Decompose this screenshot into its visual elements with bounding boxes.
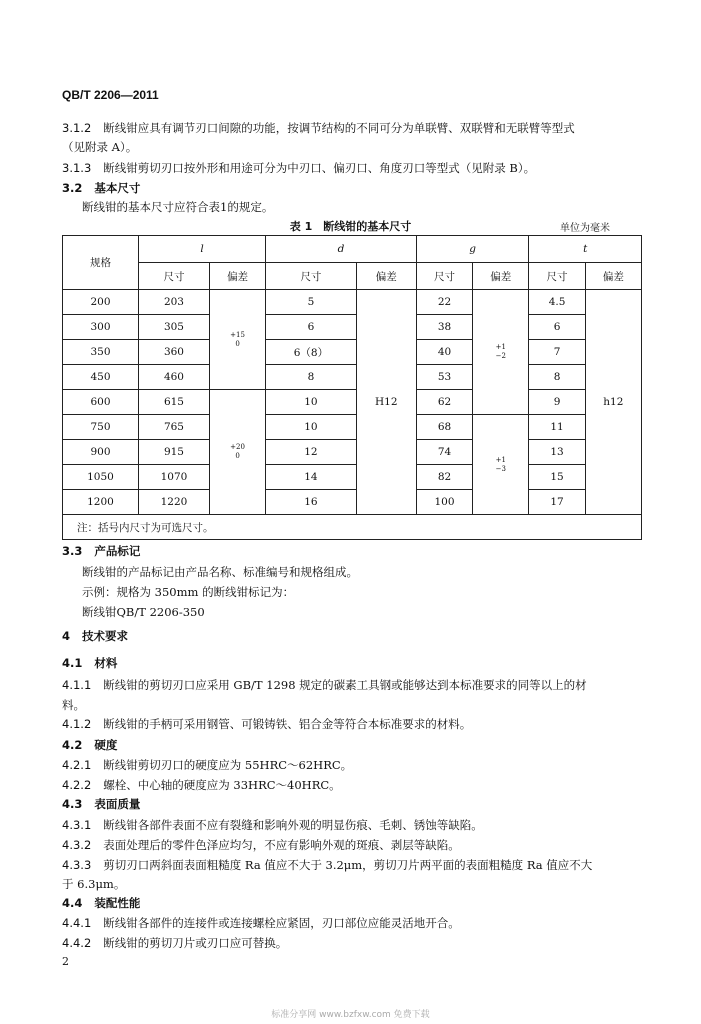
- table-cell: 15: [529, 465, 585, 490]
- table-cell: 11: [529, 415, 585, 440]
- table-cell: 1070: [139, 465, 210, 490]
- section-number: 4.1.1: [62, 678, 92, 692]
- table-row: [63, 290, 642, 315]
- size-header: 尺寸: [529, 263, 585, 290]
- table-cell: 203: [139, 290, 210, 315]
- table-cell: 1050: [63, 465, 139, 490]
- table-cell: 74: [416, 440, 472, 465]
- section-number: 4.4.2: [62, 936, 92, 950]
- paragraph-text: 断线钳的产品标记由产品名称、标准编号和规格组成。: [82, 565, 358, 579]
- paragraph: [62, 139, 137, 155]
- table-cell: 53: [416, 365, 472, 390]
- spec-header: 规格: [63, 236, 139, 290]
- dev-upper: +1: [495, 343, 506, 351]
- table-cell: 1200: [63, 490, 139, 515]
- size-header: 尺寸: [139, 263, 210, 290]
- group-g: g: [416, 236, 529, 263]
- table-cell: 16: [266, 490, 356, 515]
- paragraph-text: 断线钳QB/T 2206-350: [82, 605, 205, 619]
- paragraph: [62, 160, 535, 176]
- section-number: 4.3: [62, 797, 83, 811]
- table-cell: 62: [416, 390, 472, 415]
- table-cell: 8: [529, 365, 585, 390]
- section-number: 4.2.1: [62, 758, 92, 772]
- table-cell: 305: [139, 315, 210, 340]
- table-row: [63, 390, 642, 415]
- g-tolerance: [473, 415, 529, 515]
- table-cell: 9: [529, 390, 585, 415]
- paragraph: [62, 757, 352, 773]
- paragraph: [62, 120, 575, 136]
- table-cell: 6（8）: [266, 340, 356, 365]
- dev-lower: −3: [495, 464, 506, 473]
- paragraph: [62, 180, 140, 196]
- section-number: 4.1.2: [62, 717, 92, 731]
- paragraph-text: 硬度: [94, 738, 118, 752]
- table-note: 注：括号内尺寸为可选尺寸。: [63, 515, 642, 540]
- table-cell: 82: [416, 465, 472, 490]
- watermark: 标准分享网 www.bzfxw.com 免费下载: [271, 1010, 430, 1020]
- paragraph-text: 表面处理后的零件色泽应均匀，不应有影响外观的斑痕、剥层等缺陷。: [103, 838, 460, 852]
- paragraph-text: 断线钳的基本尺寸应符合表1的规定。: [82, 200, 274, 214]
- table-cell: 6: [529, 315, 585, 340]
- table-cell: 8: [266, 365, 356, 390]
- paragraph: [82, 199, 273, 215]
- paragraph: [62, 628, 128, 644]
- table-cell: 915: [139, 440, 210, 465]
- table-cell: 350: [63, 340, 139, 365]
- paragraph-text: 螺栓、中心轴的硬度应为 33HRC～40HRC。: [103, 778, 341, 792]
- paragraph-text: 断线钳应具有调节刃口间隙的功能，按调节结构的不同可分为单联臂、双联臂和无联臂等型式: [103, 121, 575, 135]
- table-cell: 17: [529, 490, 585, 515]
- paragraph: [62, 876, 125, 892]
- paragraph-text: 示例：规格为 350mm 的断线钳标记为：: [82, 585, 295, 599]
- paragraph: [62, 677, 587, 693]
- paragraph-text: 断线钳剪切刃口按外形和用途可分为中刃口、偏刃口、角度刃口等型式（见附录 B）。: [103, 161, 536, 175]
- table-cell: 12: [266, 440, 356, 465]
- section-number: 4.2: [62, 738, 83, 752]
- table-cell: 10: [266, 415, 356, 440]
- paragraph: [62, 895, 140, 911]
- table-cell: 750: [63, 415, 139, 440]
- paragraph-text: 装配性能: [94, 896, 141, 910]
- table-row: [63, 415, 642, 440]
- table-cell: 6: [266, 315, 356, 340]
- section-number: 4.2.2: [62, 778, 92, 792]
- table-row: [63, 490, 642, 515]
- paragraph: [62, 697, 85, 713]
- table-row: [63, 440, 642, 465]
- table-cell: 68: [416, 415, 472, 440]
- page-number: 2: [62, 955, 69, 968]
- table-cell: 615: [139, 390, 210, 415]
- dimensions-table: [62, 235, 642, 540]
- paragraph: [62, 543, 140, 559]
- table-row: [63, 315, 642, 340]
- paragraph: [82, 564, 358, 580]
- paragraph-text: 料。: [62, 698, 85, 712]
- paragraph-text: 断线钳各部件的连接件或连接螺栓应紧固，刃口部位应能灵活地开合。: [103, 916, 460, 930]
- section-number: 4.4: [62, 896, 83, 910]
- paragraph-text: 断线钳的剪切刃口应采用 GB/T 1298 规定的碳素工具钢或能够达到本标准要求的同等以上的材: [103, 678, 587, 692]
- section-number: 4.3.2: [62, 838, 92, 852]
- paragraph: [62, 837, 460, 853]
- table-row: [63, 465, 642, 490]
- paragraph-text: 剪切刃口两斜面表面粗糙度 Ra 值应不大于 3.2μm，剪切刀片两平面的表面粗糙度 Ra 值应不大: [103, 858, 593, 872]
- table-unit: 单位为毫米: [560, 223, 610, 234]
- note-row: [63, 515, 642, 540]
- dev-lower: 0: [235, 452, 240, 460]
- size-header: 尺寸: [416, 263, 472, 290]
- paragraph-text: （见附录 A）。: [62, 140, 138, 154]
- table-cell: 5: [266, 290, 356, 315]
- table-caption: 表 1 断线钳的基本尺寸: [289, 220, 412, 233]
- l-tolerance: [209, 290, 265, 390]
- paragraph: [62, 716, 471, 732]
- size-header: 尺寸: [266, 263, 356, 290]
- table-cell: h12: [585, 290, 641, 515]
- paragraph-text: 断线钳各部件表面不应有裂缝和影响外观的明显伤痕、毛刺、锈蚀等缺陷。: [103, 818, 483, 832]
- group-d: d: [266, 236, 417, 263]
- dev-lower: −2: [495, 352, 506, 360]
- section-number: 4: [62, 629, 71, 643]
- paragraph: [62, 655, 117, 671]
- table-cell: 200: [63, 290, 139, 315]
- table-row: [63, 340, 642, 365]
- section-number: 3.1.2: [62, 121, 92, 135]
- group-l: l: [139, 236, 266, 263]
- dev-upper: +15: [230, 330, 245, 339]
- g-tolerance: [473, 290, 529, 415]
- table-cell: 7: [529, 340, 585, 365]
- paragraph-text: 材料: [94, 656, 118, 670]
- table-cell: 600: [63, 390, 139, 415]
- section-number: 3.1.3: [62, 161, 92, 175]
- paragraph: [62, 817, 483, 833]
- table-cell: 38: [416, 315, 472, 340]
- table-cell: 14: [266, 465, 356, 490]
- section-number: 4.1: [62, 656, 83, 670]
- paragraph: [62, 777, 341, 793]
- paragraph-text: 于 6.3μm。: [62, 877, 126, 891]
- table-cell: 1220: [139, 490, 210, 515]
- table-cell: 13: [529, 440, 585, 465]
- dev-header: 偏差: [209, 263, 265, 290]
- table-row: [63, 365, 642, 390]
- dev-header: 偏差: [473, 263, 529, 290]
- table-cell: 300: [63, 315, 139, 340]
- standard-code: QB/T 2206—2011: [62, 88, 159, 102]
- paragraph: [82, 604, 205, 620]
- paragraph: [62, 915, 460, 931]
- paragraph: [82, 584, 294, 600]
- paragraph: [62, 737, 117, 753]
- group-t: t: [529, 236, 642, 263]
- table-cell: 4.5: [529, 290, 585, 315]
- table-cell: 22: [416, 290, 472, 315]
- dev-header: 偏差: [585, 263, 641, 290]
- section-number: 4.3.1: [62, 818, 92, 832]
- paragraph-text: 断线钳的手柄可采用钢管、可锻铸铁、铝合金等符合本标准要求的材料。: [103, 717, 472, 731]
- paragraph: [62, 935, 287, 951]
- section-number: 3.2: [62, 181, 83, 195]
- section-number: 4.3.3: [62, 858, 92, 872]
- table-cell: 100: [416, 490, 472, 515]
- table-cell: 10: [266, 390, 356, 415]
- paragraph-text: 断线钳剪切刃口的硬度应为 55HRC～62HRC。: [103, 758, 353, 772]
- section-number: 3.3: [62, 544, 83, 558]
- dev-header: 偏差: [356, 263, 416, 290]
- section-number: 4.4.1: [62, 916, 92, 930]
- paragraph-text: 技术要求: [82, 629, 129, 643]
- table-cell: 460: [139, 365, 210, 390]
- table-cell: 360: [139, 340, 210, 365]
- paragraph: [62, 796, 140, 812]
- paragraph-text: 表面质量: [94, 797, 141, 811]
- table-cell: 765: [139, 415, 210, 440]
- paragraph-text: 基本尺寸: [94, 181, 141, 195]
- table-cell: H12: [356, 290, 416, 515]
- dev-lower: 0: [235, 339, 240, 348]
- paragraph: [62, 857, 592, 873]
- table-cell: 450: [63, 365, 139, 390]
- paragraph-text: 产品标记: [94, 544, 141, 558]
- table-cell: 40: [416, 340, 472, 365]
- dev-upper: +20: [230, 443, 245, 451]
- l-tolerance: [209, 390, 265, 515]
- paragraph-text: 断线钳的剪切刀片或刃口应可替换。: [103, 936, 288, 950]
- table-cell: 900: [63, 440, 139, 465]
- dev-upper: +1: [495, 455, 506, 464]
